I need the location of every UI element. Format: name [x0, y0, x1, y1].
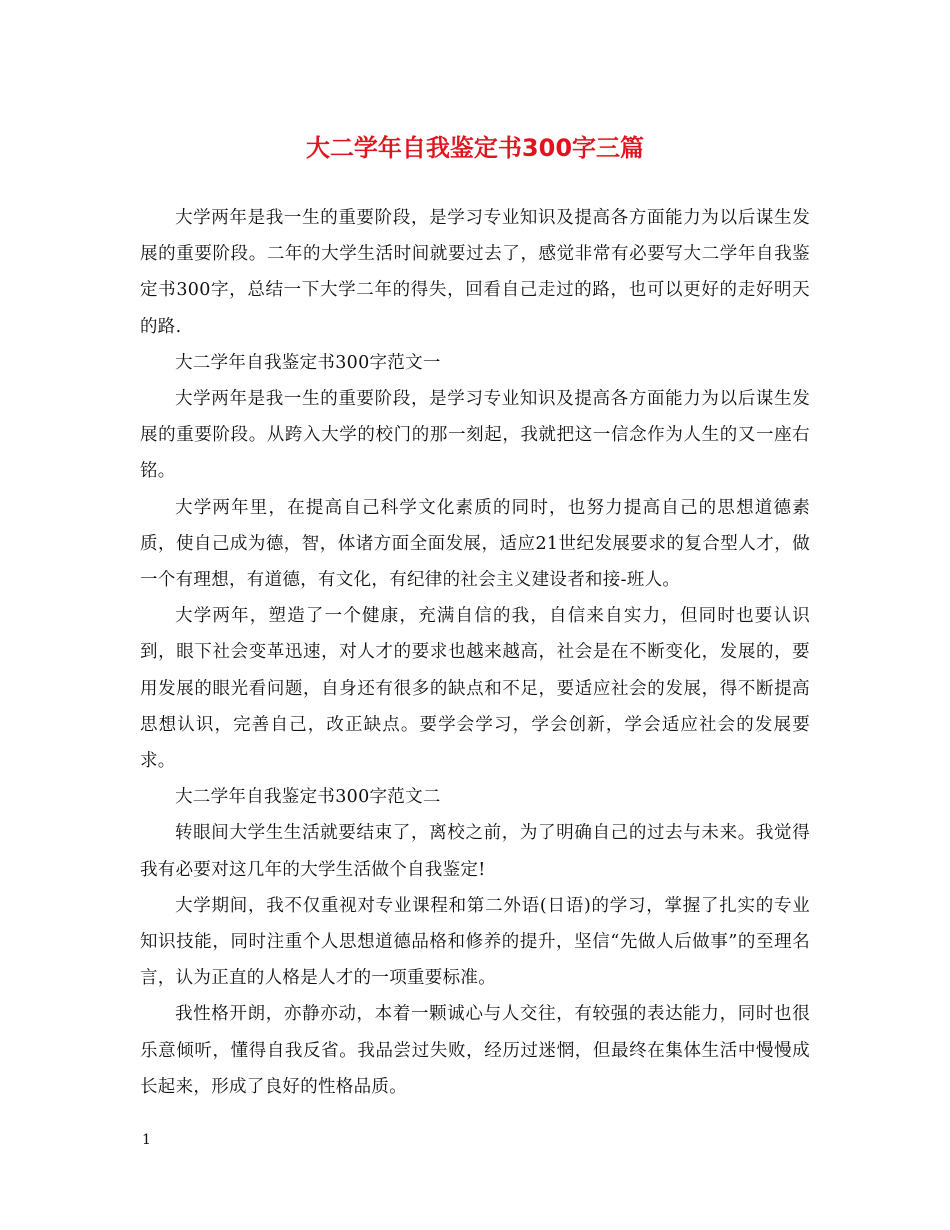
intro-paragraph: 大学两年是我一生的重要阶段，是学习专业知识及提高各方面能力为以后谋生发展的重要阶段。二年的大学生活时间就要过去了，感觉非常有必要写大二学年自我鉴定书300字，总结一下大学二年的得失，回看自己走过的路，也可以更好的走好明天的路.	[140, 208, 810, 337]
document-title: 大二学年自我鉴定书300字三篇	[305, 134, 645, 162]
body-paragraph: 大学期间，我不仅重视对专业课程和第二外语(日语)的学习，掌握了扎实的专业知识技能，同时注重个人思想道德品格和修养的提升，坚信“先做人后做事”的至理名言，认为正直的人格是人才的一项重要标准。	[140, 895, 810, 989]
document-body	[140, 200, 810, 1105]
body-paragraph: 大学两年里，在提高自己科学文化素质的同时，也努力提高自己的思想道德素质，使自己成为德，智，体诸方面全面发展，适应21世纪发展要求的复合型人才，做一个有理想，有道德，有文化，有纪律的社会主义建设者和接-班人。	[140, 497, 810, 591]
body-paragraph: 大学两年是我一生的重要阶段，是学习专业知识及提高各方面能力为以后谋生发展的重要阶段。从跨入大学的校门的那一刻起，我就把这一信念作为人生的又一座右铭。	[140, 389, 810, 482]
body-paragraph: 转眼间大学生生活就要结束了，离校之前，为了明确自己的过去与未来。我觉得我有必要对这几年的大学生活做个自我鉴定!	[140, 823, 810, 880]
body-paragraph: 我性格开朗，亦静亦动，本着一颗诚心与人交往，有较强的表达能力，同时也很乐意倾听，懂得自我反省。我品尝过失败，经历过迷惘，但最终在集体生活中慢慢成长起来，形成了良好的性格品质。	[140, 1004, 810, 1097]
section-heading-sample-two: 大二学年自我鉴定书300字范文二	[175, 787, 441, 808]
page-number: 1	[142, 1132, 151, 1148]
section-heading-sample-one: 大二学年自我鉴定书300字范文一	[175, 352, 441, 373]
body-paragraph: 大学两年，塑造了一个健康，充满自信的我，自信来自实力，但同时也要认识到，眼下社会变革迅速，对人才的要求也越来越高，社会是在不断变化，发展的，要用发展的眼光看问题，自身还有很多的缺点和不足，要适应社会的发展，得不断提高思想认识，完善自己，改正缺点。要学会学习，学会创新，学会适应社会的发展要求。	[140, 606, 810, 772]
